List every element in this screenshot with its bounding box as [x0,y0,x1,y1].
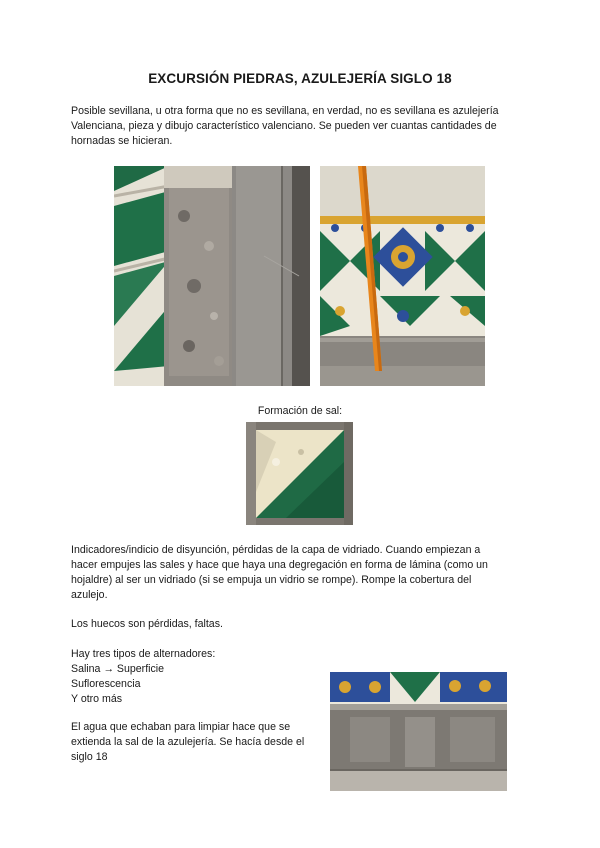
intro-line: hornadas se hicieran. [71,135,173,147]
intro-paragraph [71,104,526,149]
indicators-paragraph [71,543,526,603]
indicators-line: Indicadores/indicio de disyunción, pérdidas de la capa de vidriado. Cuando empiezan a [71,544,481,556]
types-line: Suflorescencia [71,678,141,690]
intro-line: Posible sevillana, u otra forma que no es sevillana, en verdad, no es sevillana es azulejería [71,105,499,117]
page-title: EXCURSIÓN PIEDRAS, AZULEJERÍA SIGLO 18 [148,71,452,86]
salt-formation-caption: Formación de sal: [257,405,343,417]
types-line: Hay tres tipos de alternadores: [71,648,216,660]
indicators-line: hacer empujes las sales y hace que haya una degregación en forma de lámina (como un [71,559,488,571]
types-line: Salina → Superficie [71,663,165,675]
water-line: extienda la sal de la azulejería. Se hacía desde el [71,736,305,748]
valencian-tile-panel-photo [320,166,485,386]
wall-base-tiles-photo [330,672,507,791]
wall-tile-damage-photo [114,166,310,386]
water-line: El agua que echaban para limpiar hace que se [71,721,291,733]
types-line: Y otro más [71,693,123,705]
indicators-line: hojaldre) al ser un vidriado (si se empuja un vidrio se rompe). Rompe la cobertura del [71,574,472,586]
holes-paragraph: Los huecos son pérdidas, faltas. [71,618,223,630]
intro-line: Valenciana, pieza y dibujo característico valenciano. Se pueden ver cuantas cantidades de [71,120,497,132]
indicators-line: azulejo. [71,589,108,601]
water-paragraph [71,720,326,765]
water-line: siglo 18 [71,751,108,763]
salt-formation-tile-photo [246,422,353,525]
